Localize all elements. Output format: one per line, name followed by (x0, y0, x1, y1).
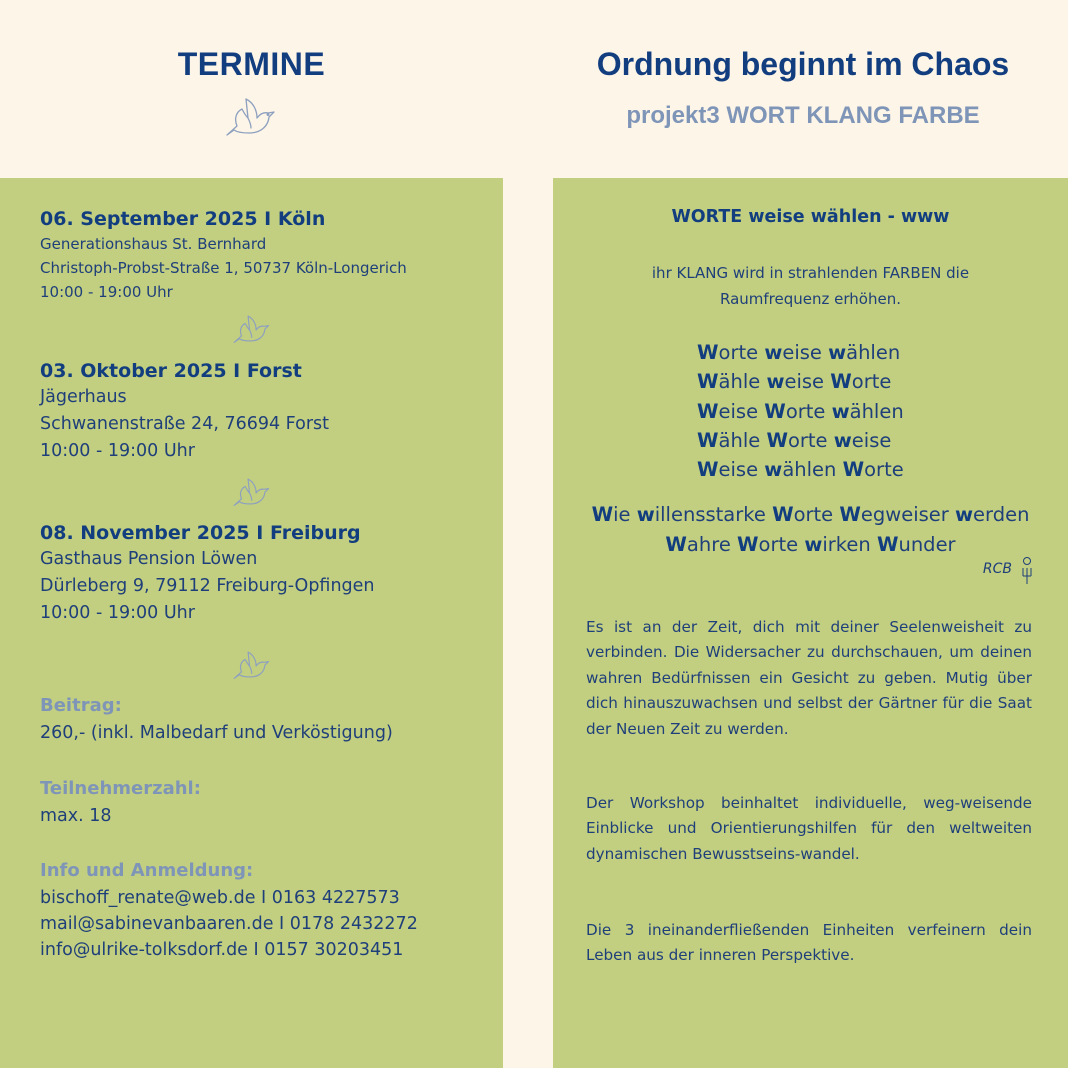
tuning-fork-icon (1018, 556, 1036, 586)
contact-line[interactable]: bischoff_renate@web.de I 0163 4227573 (40, 888, 400, 908)
event-address: Christoph-Probst-Straße 1, 50737 Köln-Longerich (40, 259, 407, 277)
fee-label: Beitrag: (40, 695, 122, 716)
event-address: Dürleberg 9, 79112 Freiburg-Opfingen (40, 576, 375, 596)
signature: RCB (982, 561, 1012, 577)
event-koeln (40, 206, 500, 304)
fee-block (40, 692, 500, 746)
event-time: 10:00 - 19:00 Uhr (40, 441, 195, 461)
intro-text (553, 260, 1068, 312)
paragraph: Die 3 ineinanderfließenden Einheiten verfeinern dein Leben aus der inneren Perspektive. (586, 921, 1032, 965)
event-title: 03. Oktober 2025 I Forst (40, 360, 302, 382)
event-title: 08. November 2025 I Freiburg (40, 522, 361, 544)
poem (697, 338, 904, 484)
contact-line[interactable]: mail@sabinevanbaaren.de I 0178 2432272 (40, 914, 418, 934)
motto-line: Wahre Worte wirken Wunder (665, 533, 956, 556)
poem-line: Weise Worte wählen (697, 399, 904, 423)
event-title: 06. September 2025 I Köln (40, 208, 326, 230)
dove-icon (232, 313, 270, 347)
event-forst (40, 358, 500, 465)
participants-block (40, 775, 500, 829)
event-time: 10:00 - 19:00 Uhr (40, 283, 173, 301)
event-address: Schwanenstraße 24, 76694 Forst (40, 414, 330, 434)
poem-line: Worte weise wählen (697, 341, 901, 364)
event-time: 10:00 - 19:00 Uhr (40, 603, 195, 623)
dove-icon (232, 476, 270, 510)
contact-block (40, 857, 500, 963)
paragraph: Es ist an der Zeit, dich mit deiner Seelenweisheit zu verbinden. Die Widersacher zu durchschauen, um deinen wahren Bedürfnissen ein Gesicht zu geben. Mutig über dich hinauszuwachsen und selbst der Gärtner für die Saat der Neuen Zeit zu werden. (586, 618, 1032, 738)
participants-label: Teilnehmerzahl: (40, 778, 201, 799)
event-venue: Generationshaus St. Bernhard (40, 235, 267, 253)
termine-heading: TERMINE (177, 46, 326, 82)
paragraph: Der Workshop beinhaltet individuelle, weg-weisende Einblicke und Orientierungshilfen für den weltweiten dynamischen Bewusstseins-wandel. (586, 794, 1032, 863)
motto-line: Wie willensstarke Worte Wegweiser werden (591, 503, 1030, 526)
main-title: Ordnung beginnt im Chaos (596, 46, 1010, 82)
contact-line[interactable]: info@ulrike-tolksdorf.de I 0157 30203451 (40, 940, 404, 960)
poem-line: Wähle Worte weise (697, 428, 892, 452)
poem-line: Wähle weise Worte (697, 370, 892, 394)
fee-value: 260,- (inkl. Malbedarf und Verköstigung) (40, 723, 393, 743)
event-venue: Gasthaus Pension Löwen (40, 549, 258, 569)
dove-icon (224, 95, 276, 141)
participants-value: max. 18 (40, 806, 112, 826)
project-subtitle: projekt3 WORT KLANG FARBE (626, 102, 980, 129)
dove-icon (232, 649, 270, 683)
intro-line: Raumfrequenz erhöhen. (720, 290, 901, 308)
section-title: WORTE weise wählen - www (671, 207, 950, 227)
poem-line: Weise wählen Worte (697, 458, 904, 482)
event-freiburg (40, 520, 500, 627)
contact-label: Info und Anmeldung: (40, 860, 254, 881)
event-venue: Jägerhaus (40, 387, 127, 407)
motto (553, 500, 1068, 560)
intro-line: ihr KLANG wird in strahlenden FARBEN die (651, 264, 970, 282)
